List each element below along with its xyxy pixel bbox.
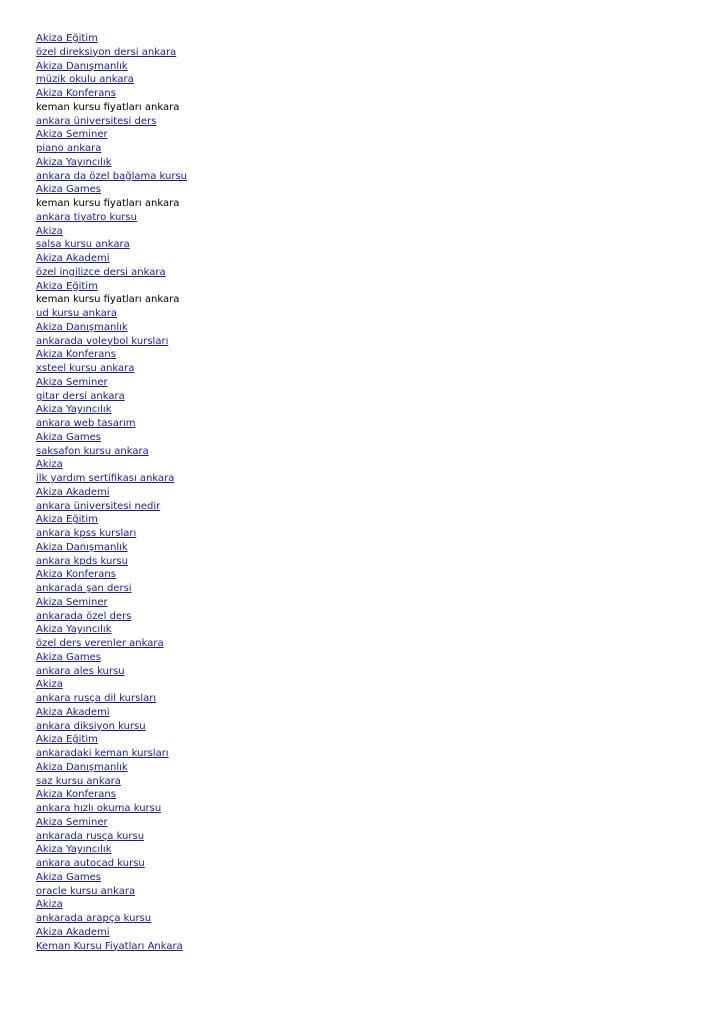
document-link[interactable]: Akiza Akademi xyxy=(36,926,110,938)
document-link[interactable]: Akiza Yayıncılık xyxy=(36,844,112,856)
document-link[interactable]: Akiza Seminer xyxy=(36,376,108,388)
document-link[interactable]: ankarada şan dersi xyxy=(36,583,132,594)
document-link[interactable]: Akiza Danışmanlık xyxy=(36,321,128,333)
document-link[interactable]: ankara rusça dil kursları xyxy=(36,693,157,704)
document-text-line: keman kursu fiyatları ankara xyxy=(36,198,180,209)
document-link[interactable]: müzik okulu ankara xyxy=(36,74,134,86)
document-link[interactable]: özel direksiyon dersi ankara xyxy=(36,46,177,58)
document-text-line: keman kursu fiyatları ankara xyxy=(36,294,180,306)
document-link[interactable]: Akiza Eğitim xyxy=(36,280,98,292)
document-link[interactable]: Akiza Games xyxy=(36,871,101,883)
document-link[interactable]: ankaradaki keman kursları xyxy=(36,748,169,759)
document-link[interactable]: Keman Kursu Fiyatları Ankara xyxy=(36,940,183,952)
document-link[interactable]: Akiza Konferans xyxy=(36,789,116,801)
document-link[interactable]: Akiza Yayıncılık xyxy=(36,156,112,168)
document-link[interactable]: özel ingilizce dersi ankara xyxy=(36,266,166,278)
document-link[interactable]: ilk yardım sertifikası ankara xyxy=(36,473,175,484)
document-link[interactable]: salsa kursu ankara xyxy=(36,239,130,251)
document-link[interactable]: Akiza Konferans xyxy=(36,349,116,361)
document-link[interactable]: ankarada voleybol kursları xyxy=(36,335,169,347)
document-link[interactable]: Akiza Seminer xyxy=(36,129,108,141)
document-link[interactable]: ankara kpds kursu xyxy=(36,555,128,567)
document-link[interactable]: ankara ales kursu xyxy=(36,665,125,677)
document-link[interactable]: Akiza Yayıncılık xyxy=(36,624,112,636)
document-link[interactable]: ankarada rusça kursu xyxy=(36,830,145,842)
document-link[interactable]: Akiza Akademi xyxy=(36,706,110,718)
document-link[interactable]: Akiza xyxy=(36,459,63,471)
document-link[interactable]: Akiza Danışmanlık xyxy=(36,60,128,72)
document-link[interactable]: xsteel kursu ankara xyxy=(36,363,135,374)
document-link[interactable]: Akiza Seminer xyxy=(36,816,108,828)
document-link[interactable]: saksafon kursu ankara xyxy=(36,445,149,457)
document-link[interactable]: Akiza Eğitim xyxy=(36,33,98,44)
document-link[interactable]: ankara tiyatro kursu xyxy=(36,211,137,223)
document-link[interactable]: Akiza Eğitim xyxy=(36,514,98,526)
document-link[interactable]: Akiza Konferans xyxy=(36,88,116,99)
document-page xyxy=(36,32,696,953)
document-link[interactable]: Akiza Games xyxy=(36,431,101,443)
document-link[interactable]: özel ders verenler ankara xyxy=(36,638,164,649)
document-link[interactable]: gitar dersi ankara xyxy=(36,390,125,402)
document-link[interactable]: Akiza Games xyxy=(36,184,101,196)
document-link[interactable]: Akiza Eğitim xyxy=(36,734,98,746)
document-link[interactable]: ankara autocad kursu xyxy=(36,858,145,869)
document-link[interactable]: Akiza Danışmanlık xyxy=(36,541,128,553)
document-link[interactable]: ankara web tasarım xyxy=(36,418,136,429)
document-link[interactable]: ankara hızlı okuma kursu xyxy=(36,803,162,814)
document-link[interactable]: Akiza Games xyxy=(36,651,101,663)
document-link[interactable]: ankara üniversitesi nedir xyxy=(36,500,161,512)
document-link[interactable]: ankarada özel ders xyxy=(36,610,132,622)
document-link[interactable]: ankara üniversitesi ders xyxy=(36,115,157,127)
document-link[interactable]: piano ankara xyxy=(36,143,102,154)
document-link[interactable]: ankara diksiyon kursu xyxy=(36,720,146,732)
document-link[interactable]: Akiza Akademi xyxy=(36,486,110,498)
document-link[interactable]: Akiza Akademi xyxy=(36,253,110,264)
document-link[interactable]: oracle kursu ankara xyxy=(36,885,136,897)
document-link[interactable]: Akiza xyxy=(36,899,63,911)
document-link[interactable]: ankara kpss kursları xyxy=(36,528,137,539)
document-link[interactable]: ud kursu ankara xyxy=(36,308,117,319)
document-text-line: keman kursu fiyatları ankara xyxy=(36,101,180,113)
document-link[interactable]: Akiza Seminer xyxy=(36,596,108,608)
document-link[interactable]: Akiza xyxy=(36,679,63,691)
document-link[interactable]: Akiza xyxy=(36,225,63,237)
document-link[interactable]: Akiza Danışmanlık xyxy=(36,761,128,773)
document-link[interactable]: ankarada arapça kursu xyxy=(36,913,152,924)
document-link[interactable]: Akiza Konferans xyxy=(36,569,116,581)
document-link[interactable]: Akiza Yayıncılık xyxy=(36,404,112,416)
document-link[interactable]: ankara da özel bağlama kursu xyxy=(36,170,188,182)
document-link[interactable]: saz kursu ankara xyxy=(36,775,121,787)
